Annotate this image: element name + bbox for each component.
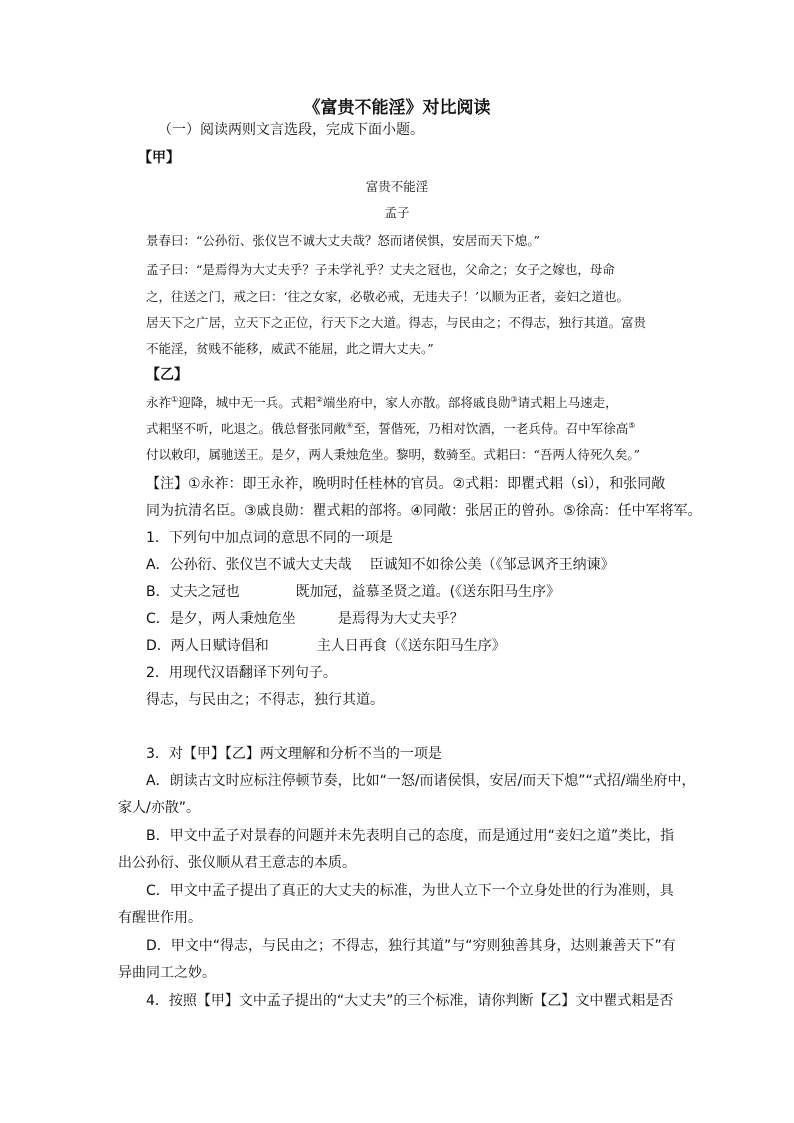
yi-text: 迎降，城中无一兵。式耜: [178, 395, 316, 410]
jia-tag: 【甲】: [138, 150, 180, 166]
jia-line: 景春曰：“公孙衍、张仪岂不诚大丈夫哉？怒而诸侯惧，安居而天下熄。”: [146, 233, 541, 248]
option-left: D．两人日赋诗倡和: [146, 638, 269, 654]
question-2-sentence: 得志，与民由之；不得志，独行其道。: [146, 692, 384, 708]
yi-text: 端坐府中，家人亦散。部将戚良勋: [322, 395, 511, 410]
yi-text: 式耜坚不听，叱退之。俄总督张同敞: [146, 421, 347, 436]
option-right: 臣诚知不如徐公美（《邹忌讽齐王纳谏》: [369, 557, 615, 573]
yi-text: 永祚: [146, 395, 172, 410]
option-right: 是焉得为大丈夫乎？: [337, 611, 464, 627]
question-3-option-d-cont: 异曲同工之妙。: [118, 965, 216, 981]
footnote-marker: ①: [171, 394, 179, 404]
question-3-option-c: C．甲文中孟子提出了真正的大丈夫的标准，为世人立下一个立身处世的行为准则，具: [146, 883, 674, 899]
jia-line: 孟子曰：“是焉得为大丈夫乎？子未学礼乎？丈夫之冠也，父命之；女子之嫁也，母命: [146, 262, 615, 277]
yi-text: 请式耜上马速走，: [517, 395, 618, 410]
jia-line: 居天下之广居，立天下之正位，行天下之大道。得志，与民由之；不得志，独行其道。富贵: [146, 315, 647, 330]
question-3-option-b-cont: 出公孙衍、张仪顺从君王意志的本质。: [118, 855, 356, 871]
option-left: C．是夕，两人秉烛危坐: [146, 611, 296, 627]
question-1-option-c: [146, 609, 464, 629]
footnote-marker: ③: [510, 394, 518, 404]
option-left: B．丈夫之冠也: [146, 584, 240, 600]
jia-line: 不能淫，贫贱不能移，威武不能屈，此之谓大丈夫。”: [146, 341, 434, 356]
yi-text: 至，誓偕死，乃相对饮酒，一老兵侍。召中军徐高: [353, 421, 629, 436]
intro-text: （一）阅读两则文言选段，完成下面小题。: [158, 122, 424, 138]
yi-line: [146, 393, 618, 413]
question-3-option-a-cont: 家人/亦散”。: [118, 800, 200, 816]
question-1-option-a: [146, 555, 615, 575]
question-4-stem: 4．按照【甲】文中孟子提出的“大丈夫”的三个标准，请你判断【乙】文中瞿式耜是否: [146, 993, 674, 1009]
question-1-stem: 1．下列句中加点词的意思不同的一项是: [146, 530, 393, 546]
yi-line: 付以敕印，属驰送王。是夕，两人秉烛危坐。黎明，数骑至。式耜曰：“吾两人待死久矣。”: [146, 447, 641, 462]
question-3-option-b: B．甲文中孟子对景春的问题并未先表明自己的态度，而是通过用“妾妇之道”类比，指: [146, 828, 675, 844]
jia-line: 之，往送之门，戒之曰：‘往之女家，必敬必戒，无违夫子！’以顺为正者，妾妇之道也。: [146, 289, 629, 304]
note-line: 【注】①永祚：即王永祚，晚明时任桂林的官员。②式耜：即瞿式耜（sì），和张同敞: [146, 476, 666, 492]
footnote-marker: ⑤: [628, 420, 636, 430]
jia-heading: 富贵不能淫: [365, 179, 429, 194]
question-2-stem: 2．用现代汉语翻译下列句子。: [146, 665, 337, 681]
option-left: A．公孙衍、张仪岂不诚大丈夫哉: [146, 557, 352, 573]
question-3-stem: 3．对【甲】【乙】两文理解和分析不当的一项是: [146, 746, 442, 762]
question-1-option-d: [146, 636, 506, 656]
question-3-option-d: D．甲文中“得志，与民由之；不得志，独行其道”与“穷则独善其身，达则兼善天下”有: [146, 938, 676, 954]
footnote-marker: ④: [346, 420, 354, 430]
option-right: 既加冠，益慕圣贤之道。(《送东阳马生序》: [295, 584, 561, 600]
question-3-option-c-cont: 有醒世作用。: [118, 910, 202, 926]
page-title: 《富贵不能淫》对比阅读: [303, 98, 491, 118]
note-line: 同为抗清名臣。③戚良勋：瞿式耜的部将。④同敞：张居正的曾孙。⑤徐高：任中军将军。: [146, 503, 702, 519]
jia-author: 孟子: [384, 205, 410, 220]
question-1-option-b: [146, 582, 560, 602]
question-3-option-a: A．朗读古文时应标注停顿节奏，比如“一怒/而诸侯惧，安居/而天下熄”“式招/端坐府中，: [146, 773, 696, 789]
footnote-marker: ②: [315, 394, 323, 404]
option-right: 主人日再食（《送东阳马生序》: [316, 638, 506, 654]
yi-line: [146, 419, 635, 439]
yi-tag: 【乙】: [146, 367, 188, 383]
